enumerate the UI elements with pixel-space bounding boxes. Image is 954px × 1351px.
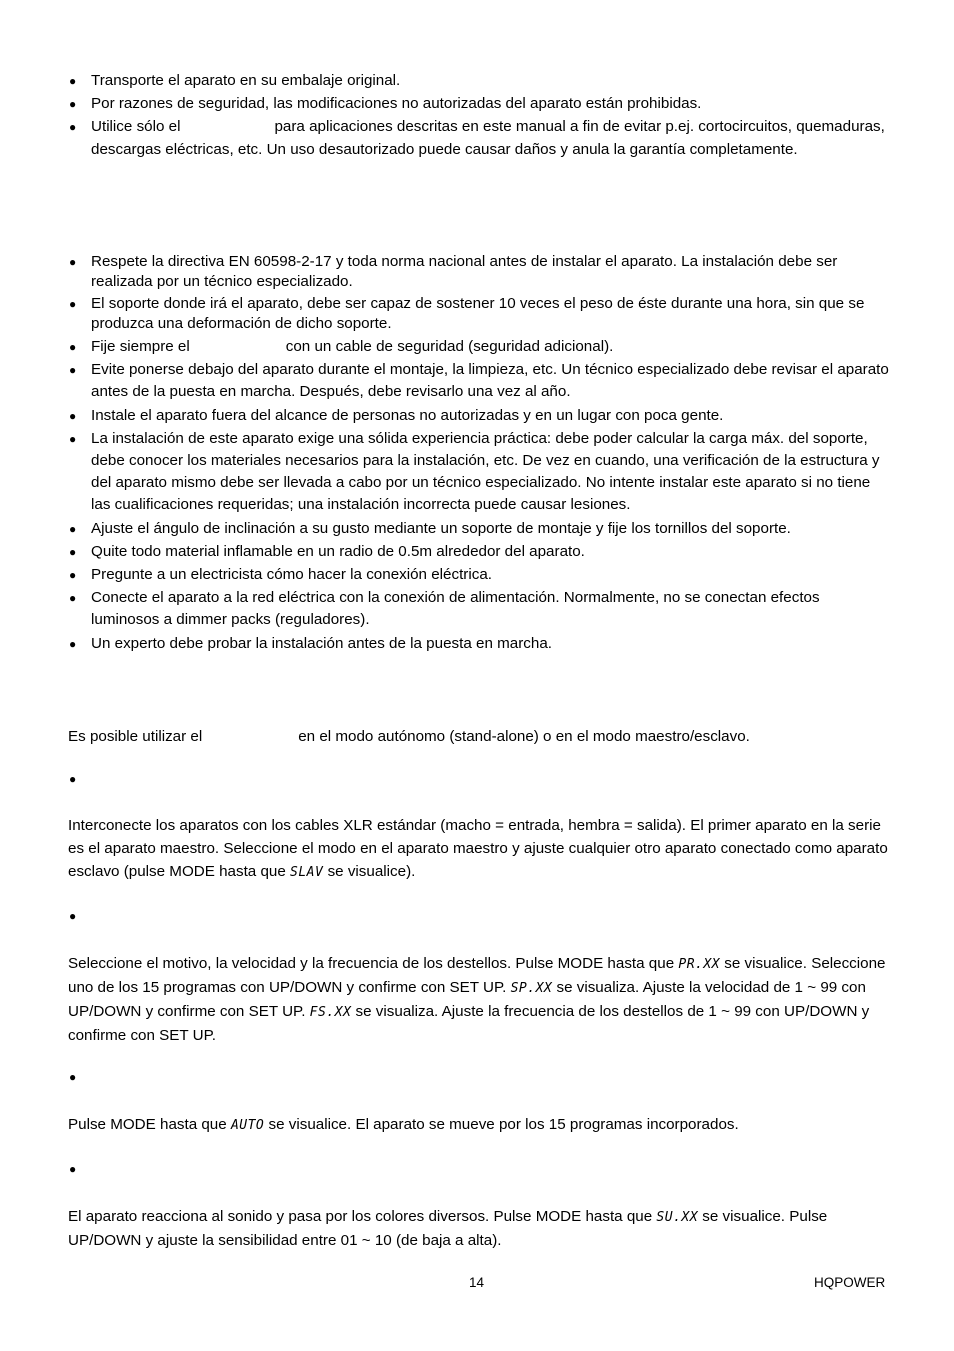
list-item-text: Por razones de seguridad, las modificaciones no autorizadas del aparato están prohibidas. <box>91 95 702 113</box>
program-mode-paragraph <box>68 952 890 1047</box>
intro-text-b: en el modo autónomo (stand-alone) o en el modo maestro/esclavo. <box>298 728 750 745</box>
lcd-code: PR.XX <box>678 957 721 972</box>
master-text-end: se visualice). <box>327 863 416 880</box>
list-item-text: Pregunte a un electricista cómo hacer la conexión eléctrica. <box>91 566 492 584</box>
page-number: 14 <box>469 1275 485 1290</box>
program-text-a: Seleccione el motivo, la velocidad y la frecuencia de los destellos. Pulse MODE hasta que <box>68 955 675 972</box>
list-item-text: El soporte donde irá el aparato, debe ser capaz de sostener 10 veces el peso de éste durante una hora, sin que se produzca una deformación de dicho soporte. <box>91 295 865 332</box>
list-item-text: Quite todo material inflamable en un radio de 0.5m alrededor del aparato. <box>91 542 585 560</box>
list-item-text: La instalación de este aparato exige una sólida experiencia práctica: debe poder calcular la carga máx. del soporte, debe conocer los materiales necesarios para la instalación, etc. De vez en cuando, una verificación de la estructura y del aparato mismo debe ser llevada a cabo por un técnico especializado. No intente instalar este aparato si no tiene las cualificaciones requeridas; una instalación incorrecta puede causar lesiones. <box>91 429 880 514</box>
list-item-text: Ajuste el ángulo de inclinación a su gusto mediante un soporte de montaje y fije los tornillos del soporte. <box>91 519 791 537</box>
bullet-icon: ● <box>69 1070 77 1084</box>
list-item <box>0 294 954 334</box>
sound-text-b: se visualice. Pulse UP/DOWN y ajuste la sensibilidad entre 01 ~ 10 (de baja a alta). <box>68 1208 828 1249</box>
list-item <box>0 587 954 631</box>
bullet-icon: ● <box>69 340 77 354</box>
list-item-text-b: para aplicaciones descritas en este manual a fin de evitar p.ej. cortocircuitos, quemaduras, descargas eléctricas, etc. Un uso desautorizado puede causar daños y anula la garantía completamente. <box>91 118 885 158</box>
list-item <box>0 633 954 655</box>
bullet-icon: ● <box>69 97 77 112</box>
list-item <box>0 405 954 427</box>
sound-mode-paragraph <box>68 1205 890 1252</box>
master-text: Interconecte los aparatos con los cables XLR estándar (macho = entrada, hembra = salida). El primer aparato en la serie es el aparato maestro. Seleccione el modo en el aparato maestro y ajuste cualquier otro aparato conectado como aparato esclavo (pulse MODE hasta que <box>68 817 888 880</box>
list-item <box>0 428 954 517</box>
operation-intro <box>68 725 890 748</box>
list-item-text-a: Utilice sólo el <box>91 118 181 136</box>
bullet-icon: ● <box>69 74 77 88</box>
list-item-text: Un experto debe probar la instalación antes de la puesta en marcha. <box>91 634 552 652</box>
list-item <box>0 518 954 540</box>
list-item <box>0 116 954 160</box>
safety-bullets <box>0 70 954 161</box>
list-item-text: Respete la directiva EN 60598-2-17 y toda norma nacional antes de instalar el aparato. La instalación debe ser realizada por un técnico especializado. <box>91 253 838 290</box>
list-item-text-a: Fije siempre el <box>91 338 190 355</box>
bullet-icon: ● <box>69 544 77 559</box>
lcd-code: AUTO <box>230 1118 265 1133</box>
brand-label: HQPOWER <box>814 1275 886 1290</box>
program-text-b: se visualice. Seleccione uno de los 15 programas con UP/DOWN y confirme con SET UP. <box>68 955 886 996</box>
bullet-icon: ● <box>69 255 77 269</box>
bullet-icon: ● <box>69 909 77 923</box>
list-item-text: Transporte el aparato en su embalaje original. <box>91 72 401 89</box>
list-item <box>0 564 954 586</box>
lcd-code: SU.XX <box>656 1210 699 1225</box>
list-item-text-b: con un cable de seguridad (seguridad adicional). <box>285 338 614 355</box>
bullet-icon: ● <box>69 120 77 135</box>
bullet-icon: ● <box>69 521 77 536</box>
list-item <box>0 70 954 92</box>
bullet-icon: ● <box>69 297 77 311</box>
auto-mode-paragraph <box>68 1113 890 1137</box>
auto-text-b: se visualice. El aparato se mueve por los 15 programas incorporados. <box>268 1116 739 1133</box>
installation-bullets <box>0 252 954 655</box>
list-item-text: Instale el aparato fuera del alcance de personas no autorizadas y en un lugar con poca gente. <box>91 406 724 424</box>
lcd-code: SLAV <box>290 865 324 880</box>
list-item <box>0 252 954 292</box>
master-slave-paragraph <box>68 814 890 884</box>
bullet-icon: ● <box>69 363 77 378</box>
program-text-c: se visualiza. Ajuste la velocidad de 1 ~ 99 con UP/DOWN y confirme con SET UP. <box>68 979 866 1020</box>
program-text-d: se visualiza. Ajuste la frecuencia de los destellos de 1 ~ 99 con UP/DOWN y confirme con SET UP. <box>68 1003 870 1044</box>
list-item-text: Evite ponerse debajo del aparato durante el montaje, la limpieza, etc. Un técnico especializado debe revisar el aparato antes de la puesta en marcha. Después, debe revisarlo una vez al año. <box>91 361 889 401</box>
lcd-code: FS.XX <box>309 1005 352 1020</box>
lcd-code: SP.XX <box>510 981 553 996</box>
list-item-text: Conecte el aparato a la red eléctrica con la conexión de alimentación. Normalmente, no se conectan efectos luminosos a dimmer packs (reguladores). <box>91 589 820 629</box>
list-item <box>0 541 954 563</box>
bullet-icon: ● <box>69 1162 77 1176</box>
list-item <box>0 336 954 358</box>
list-item <box>0 93 954 115</box>
bullet-icon: ● <box>69 591 77 606</box>
intro-text-a: Es posible utilizar el <box>68 728 203 745</box>
bullet-icon: ● <box>69 408 77 423</box>
bullet-icon: ● <box>69 636 77 651</box>
bullet-icon: ● <box>69 772 77 786</box>
bullet-icon: ● <box>69 568 77 583</box>
auto-text-a: Pulse MODE hasta que <box>68 1116 227 1133</box>
bullet-icon: ● <box>69 431 77 446</box>
list-item <box>0 359 954 403</box>
sound-text-a: El aparato reacciona al sonido y pasa por los colores diversos. Pulse MODE hasta que <box>68 1208 653 1225</box>
